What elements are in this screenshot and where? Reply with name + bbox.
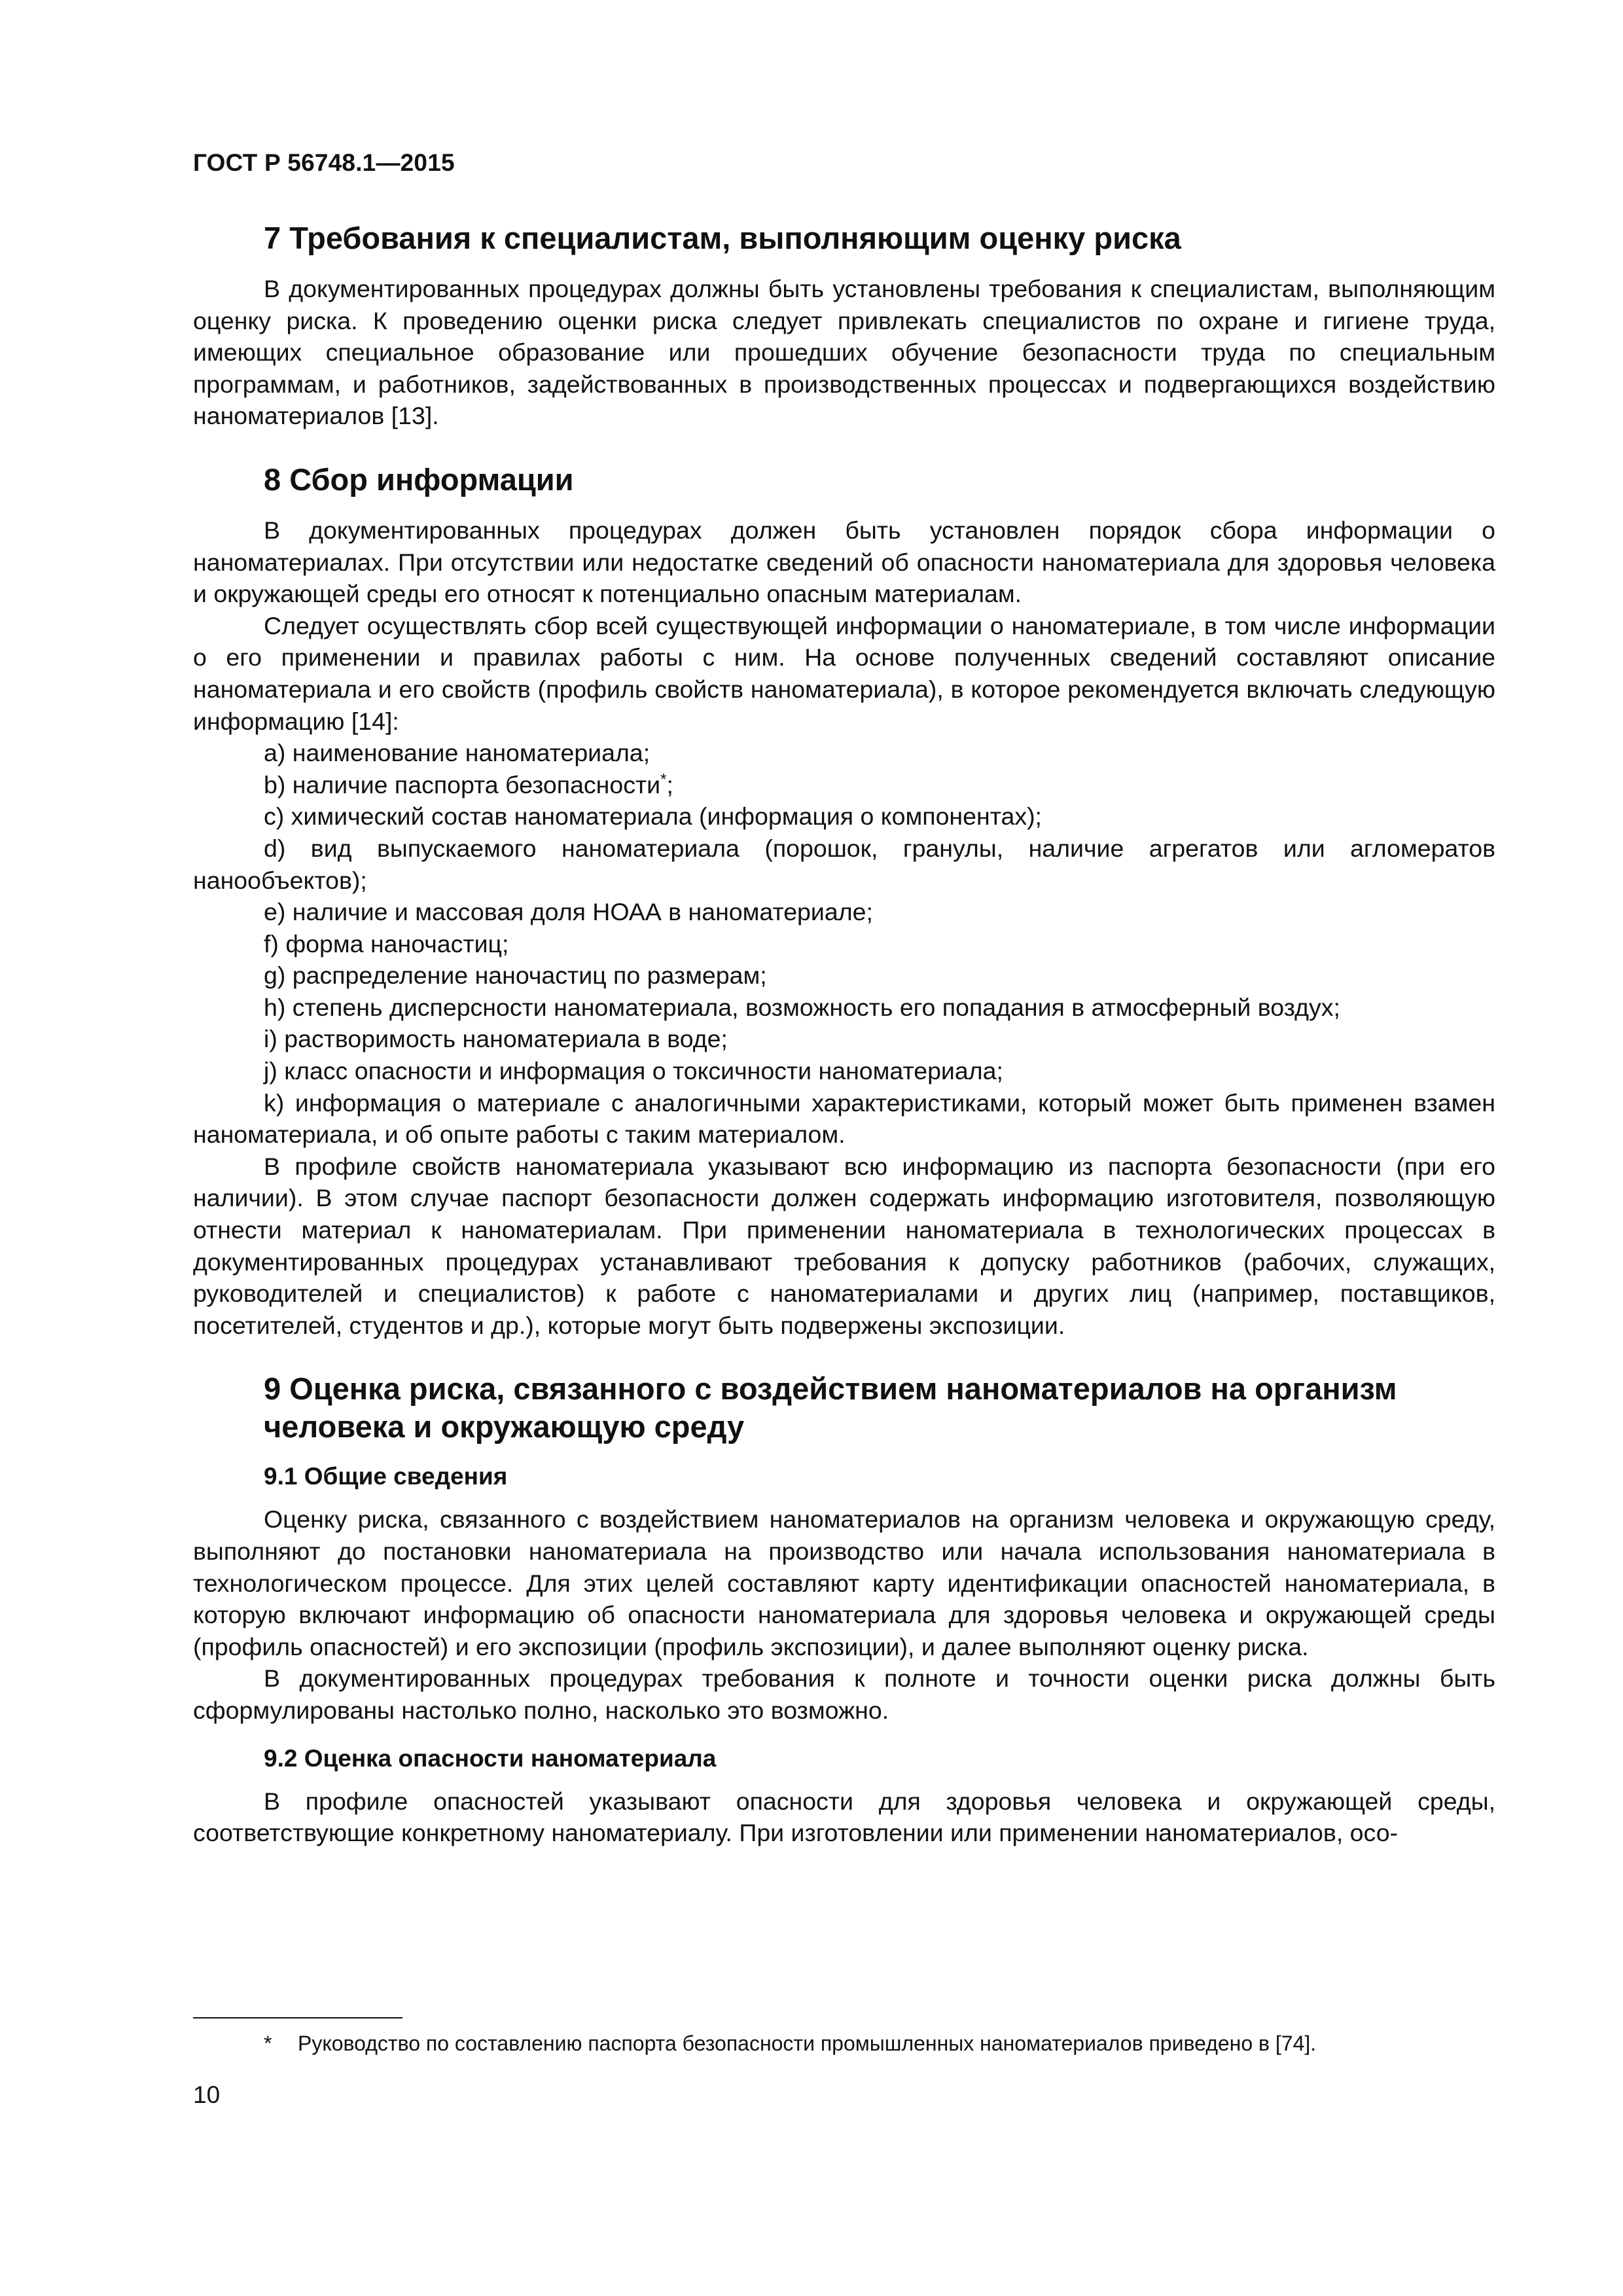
property-profile-list — [193, 737, 1495, 1151]
list-item-e: e) наличие и массовая доля НОАА в наноматериале; — [264, 898, 873, 926]
list-item-b — [193, 769, 1495, 801]
subsection-9-2-paragraph-1: В профиле опасностей указывают опасности для здоровья человека и окружающей среды, соответствующие конкретному наноматериалу. При изготовлении или применении наноматериалов, осо- — [193, 1787, 1495, 1847]
footnote-divider — [193, 2017, 402, 2018]
list-item-b-end: ; — [666, 770, 673, 798]
list-item-k: k) информация о материале с аналогичными характеристиками, который может быть применен взамен наноматериала, и об опыте работы с таким материалом. — [193, 1088, 1495, 1149]
list-item-b-text: b) наличие паспорта безопасности — [264, 770, 661, 798]
section-8-paragraph-1: В документированных процедурах должен быть установлен порядок сбора информации о наноматериалах. При отсутствии или недостатке сведений об опасности наноматериала для здоровья человека и окружающей среды его относят к потенциально опасным материалам. — [193, 516, 1495, 608]
subsection-9-1-heading: 9.1 Общие сведения — [264, 1463, 508, 1490]
subsection-9-1-paragraph-2: В документированных процедурах требования к полноте и точности оценки риска должны быть сформулированы настолько полно, насколько это возможно. — [193, 1664, 1495, 1724]
section-9-heading: 9 Оценка риска, связанного с воздействием наноматериалов на организм человека и окружающую среду — [264, 1371, 1397, 1444]
footnote-reference-mark: * — [660, 770, 667, 789]
footnote — [264, 2030, 1316, 2056]
footnote-mark: * — [264, 2032, 272, 2055]
section-8-paragraph-2: Следует осуществлять сбор всей существующей информации о наноматериале, в том числе информации о его применении и правилах работы с ним. На основе полученных сведений составляют описание наноматериала и его свойств (профиль свойств наноматериала), в которое рекомендуется включать следующую информацию [14]: — [193, 611, 1495, 735]
footnote-text: Руководство по составлению паспорта безопасности промышленных наноматериалов приведено в [74]. — [298, 2032, 1317, 2055]
list-item-c: c) химический состав наноматериала (информация о компонентах); — [264, 802, 1042, 831]
subsection-9-1-paragraph-1: Оценку риска, связанного с воздействием наноматериалов на организм человека и окружающую среду, выполняют до постановки наноматериала на производство или начала использования наноматериала в технологическом процессе. Для этих целей составляют карту идентификации опасностей наноматериала, в которую включают информацию об опасности наноматериала для здоровья человека и окружающей среды (профиль опасностей) и его экспозиции (профиль экспозиции), и далее выполняют оценку риска. — [193, 1505, 1495, 1660]
page-content — [193, 219, 1495, 1849]
list-item-j: j) класс опасности и информация о токсичности наноматериала; — [264, 1057, 1003, 1085]
section-8-heading: 8 Сбор информации — [264, 461, 574, 497]
document-code-header: ГОСТ Р 56748.1—2015 — [193, 149, 455, 176]
page-number: 10 — [193, 2081, 221, 2108]
list-item-a: a) наименование наноматериала; — [264, 739, 651, 767]
list-item-d: d) вид выпускаемого наноматериала (порошок, гранулы, наличие агрегатов или агломератов нанообъектов); — [193, 834, 1495, 894]
list-item-f: f) форма наночастиц; — [264, 929, 509, 958]
section-7-heading: 7 Требования к специалистам, выполняющим оценку риска — [264, 221, 1181, 255]
list-item-g: g) распределение наночастиц по размерам; — [264, 961, 767, 990]
subsection-9-2-heading: 9.2 Оценка опасности наноматериала — [264, 1744, 717, 1772]
list-item-h: h) степень дисперсности наноматериала, возможность его попадания в атмосферный воздух; — [264, 993, 1340, 1021]
document-page — [193, 0, 1495, 2296]
section-8-paragraph-3: В профиле свойств наноматериала указывают всю информацию из паспорта безопасности (при его наличии). В этом случае паспорт безопасности должен содержать информацию изготовителя, позволяющую отнести материал к наноматериалам. При применении наноматериала в технологических процессах в документированных процедурах устанавливают требования к допуску работников (рабочих, служащих, руководителей и специалистов) к работе с наноматериалами и других лиц (например, поставщиков, посетителей, студентов и др.), которые могут быть подвержены экспозиции. — [193, 1152, 1495, 1339]
section-7-paragraph: В документированных процедурах должны быть установлены требования к специалистам, выполняющим оценку риска. К проведению оценки риска следует привлекать специалистов по охране и гигиене труда, имеющих специальное образование или прошедших обучение безопасности труда по специальным программам, и работников, задействованных в производственных процессах и подвергающихся воздействию наноматериалов [13]. — [193, 275, 1495, 430]
list-item-i: i) растворимость наноматериала в воде; — [264, 1025, 728, 1053]
